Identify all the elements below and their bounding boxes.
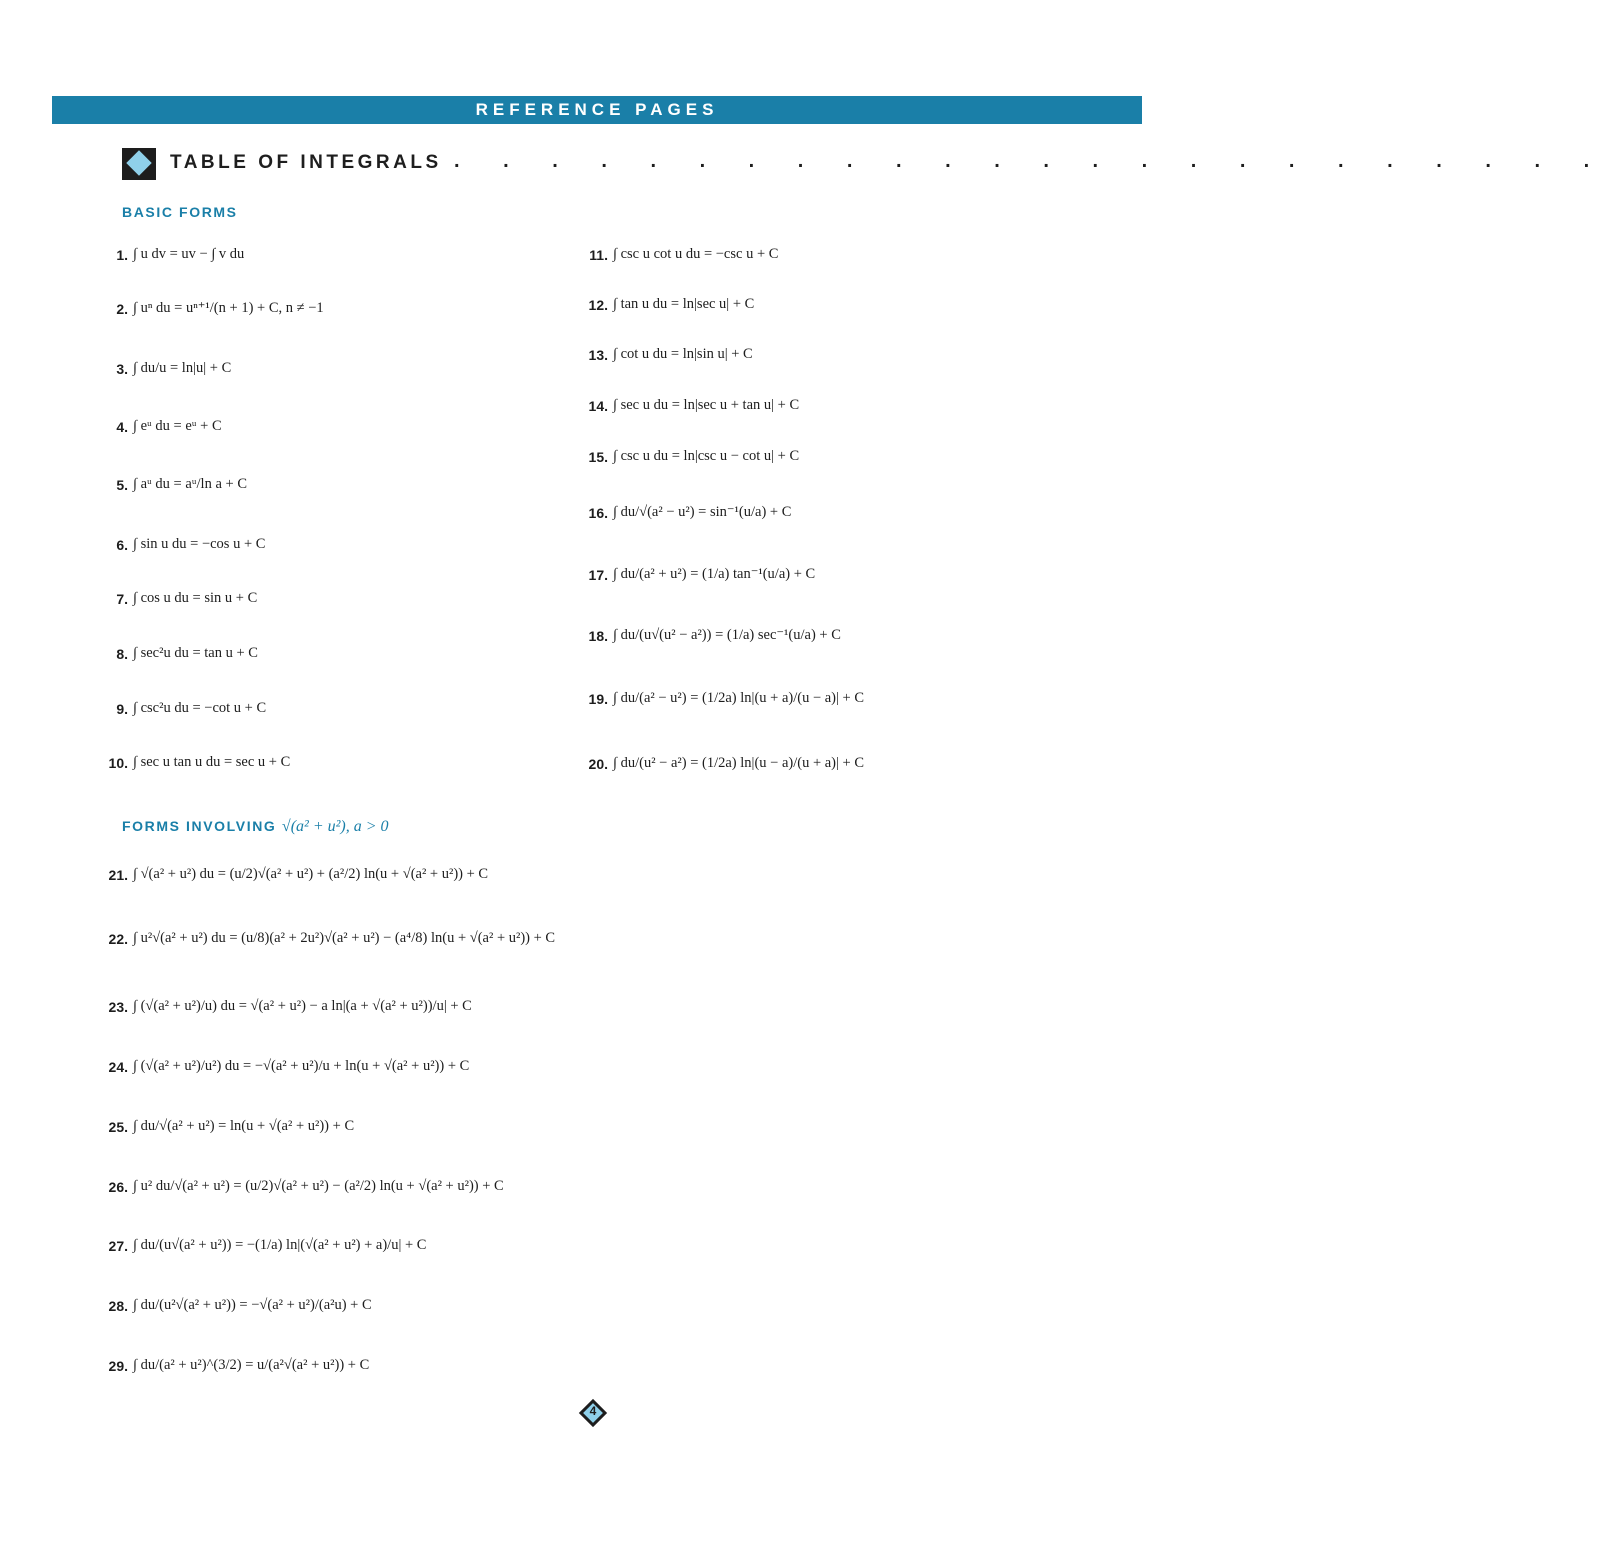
formula-number: 16. (588, 504, 608, 521)
formula-expression: ∫ csc²u du = −cot u + C (133, 700, 267, 716)
page-number: 4 (589, 1404, 597, 1418)
formula-expression: ∫ du/(u√(u² − a²)) = (1/a) sec⁻¹(u/a) + C (613, 627, 841, 643)
formula-26 (100, 1178, 504, 1195)
formula-number: 1. (116, 246, 128, 263)
formula-number: 11. (589, 246, 608, 263)
formula-7 (100, 590, 257, 607)
formula-expression: ∫ du/√(a² − u²) = sin⁻¹(u/a) + C (613, 504, 792, 520)
formula-number: 8. (116, 645, 128, 662)
formula-16 (580, 504, 791, 521)
formula-number: 17. (588, 566, 608, 583)
formula-1 (100, 246, 244, 263)
formula-number: 2. (116, 300, 128, 317)
formula-expression: ∫ du/u = ln|u| + C (133, 360, 232, 376)
formula-expression: ∫ du/(a² + u²) = (1/a) tan⁻¹(u/a) + C (613, 566, 816, 582)
reference-pages-banner: REFERENCE PAGES (52, 96, 1142, 124)
formula-expression: ∫ u²√(a² + u²) du = (u/8)(a² + 2u²)√(a² + u²) − (a⁴/8) ln(u + √(a² + u²)) + C (133, 930, 556, 946)
formula-number: 7. (116, 590, 128, 607)
formula-27 (100, 1237, 426, 1254)
formula-expression: ∫ du/(u² − a²) = (1/2a) ln|(u − a)/(u + a)| + C (613, 755, 865, 771)
section-heading-basic-forms: BASIC FORMS (122, 204, 238, 220)
formula-number: 24. (108, 1058, 128, 1075)
formula-expression: ∫ (√(a² + u²)/u²) du = −√(a² + u²)/u + ln(u + √(a² + u²)) + C (133, 1058, 470, 1074)
formula-expression: ∫ tan u du = ln|sec u| + C (613, 296, 755, 312)
formula-expression: ∫ du/(u√(a² + u²)) = −(1/a) ln|(√(a² + u²) + a)/u| + C (133, 1237, 427, 1253)
formula-number: 12. (588, 296, 608, 313)
formula-19 (580, 690, 864, 707)
formula-number: 6. (116, 536, 128, 553)
formula-10 (100, 754, 290, 771)
formula-expression: ∫ du/(a² + u²)^(3/2) = u/(a²√(a² + u²)) + C (133, 1357, 370, 1373)
formula-9 (100, 700, 266, 717)
section-heading-forms-involving (122, 818, 389, 836)
formula-14 (580, 397, 799, 414)
formula-number: 28. (108, 1297, 128, 1314)
forms-involving-label: FORMS INVOLVING (122, 818, 277, 834)
formula-expression: ∫ du/(a² − u²) = (1/2a) ln|(u + a)/(u − a)| + C (613, 690, 865, 706)
formula-11 (580, 246, 778, 263)
formula-number: 20. (588, 755, 608, 772)
formula-number: 14. (588, 397, 608, 414)
formula-expression: ∫ uⁿ du = uⁿ⁺¹/(n + 1) + C, n ≠ −1 (133, 300, 324, 316)
formula-24 (100, 1058, 469, 1075)
formula-25 (100, 1118, 354, 1135)
formula-4 (100, 418, 222, 435)
formula-number: 23. (108, 998, 128, 1015)
formula-expression: ∫ du/(u²√(a² + u²)) = −√(a² + u²)/(a²u) + C (133, 1297, 372, 1313)
title-leader-dots: . . . . . . . . . . . . . . . . . . . . . . . . (454, 150, 1608, 172)
formula-expression: ∫ eᵘ du = eᵘ + C (133, 418, 222, 434)
formula-6 (100, 536, 265, 553)
formula-28 (100, 1297, 372, 1314)
formula-expression: ∫ cot u du = ln|sin u| + C (613, 346, 753, 362)
formula-expression: ∫ du/√(a² + u²) = ln(u + √(a² + u²)) + C (133, 1118, 355, 1134)
formula-expression: ∫ sec²u du = tan u + C (133, 645, 258, 661)
forms-involving-expression: √(a² + u²), a > 0 (281, 818, 389, 835)
formula-expression: ∫ √(a² + u²) du = (u/2)√(a² + u²) + (a²/2) ln(u + √(a² + u²)) + C (133, 866, 489, 882)
formula-number: 25. (108, 1118, 128, 1135)
formula-number: 27. (108, 1237, 128, 1254)
formula-expression: ∫ sin u du = −cos u + C (133, 536, 266, 552)
formula-29 (100, 1357, 369, 1374)
formula-13 (580, 346, 753, 363)
formula-expression: ∫ cos u du = sin u + C (133, 590, 258, 606)
page-number-badge (578, 1398, 608, 1428)
formula-number: 13. (588, 346, 608, 363)
formula-number: 19. (588, 690, 608, 707)
page-title: TABLE OF INTEGRALS (170, 152, 442, 173)
formula-expression: ∫ csc u cot u du = −csc u + C (613, 246, 779, 262)
formula-3 (100, 360, 231, 377)
formula-expression: ∫ u dv = uv − ∫ v du (133, 246, 245, 262)
table-title-row (122, 148, 1608, 180)
formula-2 (100, 300, 324, 317)
formula-number: 22. (108, 930, 128, 947)
formula-number: 15. (588, 448, 608, 465)
formula-number: 4. (116, 418, 128, 435)
diamond-icon (122, 148, 156, 180)
formula-18 (580, 627, 841, 644)
formula-number: 3. (116, 360, 128, 377)
formula-21 (100, 866, 488, 883)
formula-17 (580, 566, 815, 583)
formula-expression: ∫ aᵘ du = aᵘ/ln a + C (133, 476, 247, 492)
formula-number: 26. (108, 1178, 128, 1195)
formula-number: 29. (108, 1357, 128, 1374)
formula-5 (100, 476, 247, 493)
formula-number: 18. (588, 627, 608, 644)
formula-expression: ∫ sec u tan u du = sec u + C (133, 754, 291, 770)
formula-expression: ∫ (√(a² + u²)/u) du = √(a² + u²) − a ln|(a + √(a² + u²))/u| + C (133, 998, 472, 1014)
formula-15 (580, 448, 799, 465)
formula-number: 9. (116, 700, 128, 717)
formula-expression: ∫ sec u du = ln|sec u + tan u| + C (613, 397, 800, 413)
formula-23 (100, 998, 472, 1015)
formula-number: 10. (108, 754, 128, 771)
formula-number: 5. (116, 476, 128, 493)
formula-expression: ∫ csc u du = ln|csc u − cot u| + C (613, 448, 800, 464)
formula-number: 21. (108, 866, 128, 883)
formula-expression: ∫ u² du/√(a² + u²) = (u/2)√(a² + u²) − (a²/2) ln(u + √(a² + u²)) + C (133, 1178, 504, 1194)
formula-22 (100, 930, 555, 947)
formula-20 (580, 755, 864, 772)
formula-12 (580, 296, 754, 313)
formula-8 (100, 645, 258, 662)
